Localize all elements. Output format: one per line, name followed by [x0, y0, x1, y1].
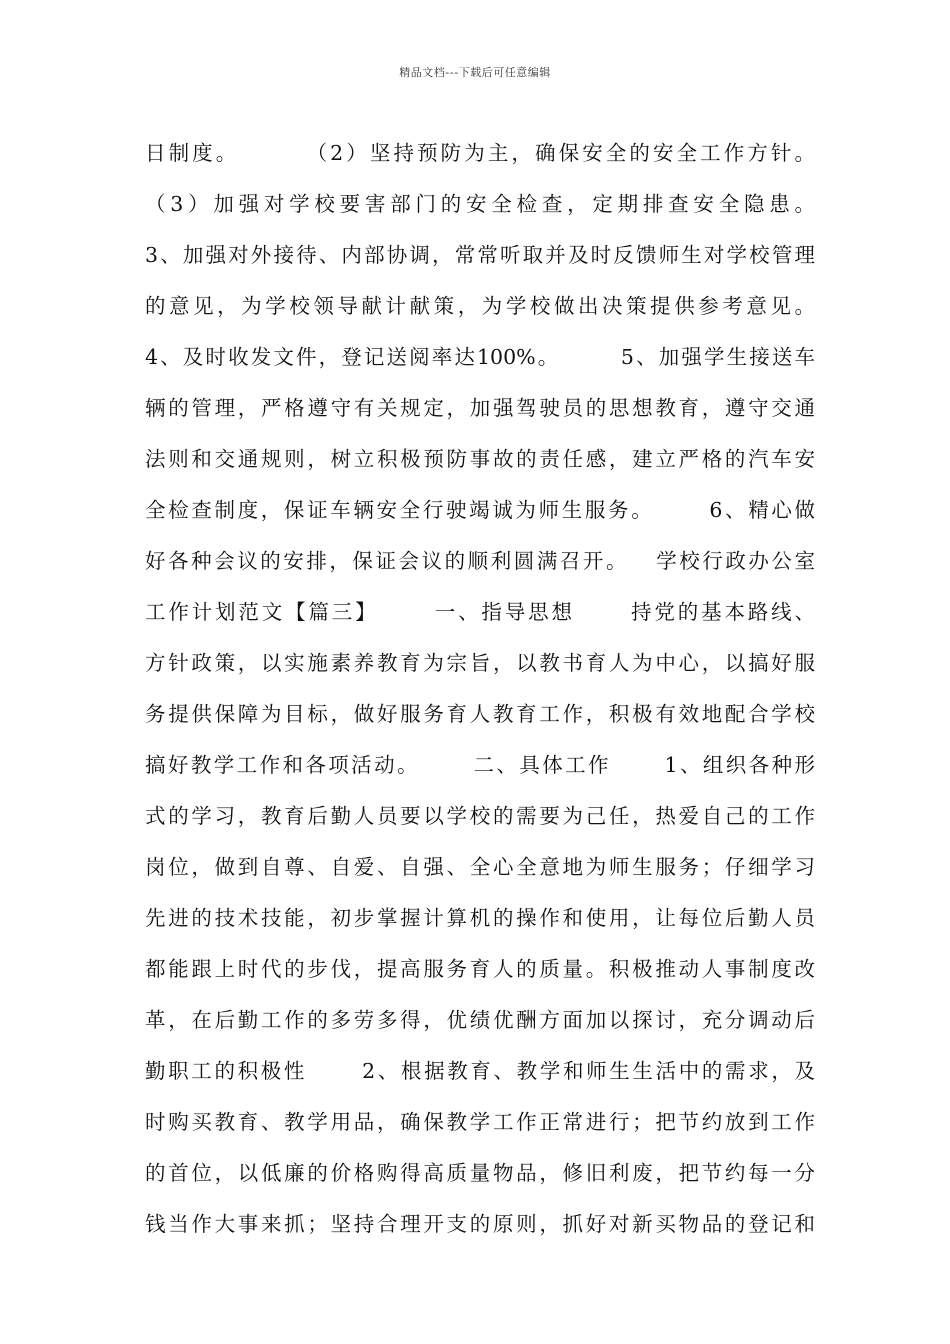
text-line: 4、及时收发文件，登记送阅率达100%。 5、加强学生接送车: [145, 345, 815, 369]
text-line: 的意见，为学校领导献计献策，为学校做出决策提供参考意见。: [145, 294, 815, 318]
text-line: 3、加强对外接待、内部协调，常常听取并及时反馈师生对学校管理: [145, 243, 815, 267]
text-line: 革，在后勤工作的多劳多得，优绩优酬方面加以探讨，充分调动后: [145, 1008, 815, 1032]
text-line: 的首位，以低廉的价格购得高质量物品，修旧利废，把节约每一分: [145, 1161, 815, 1185]
text-line: 辆的管理，严格遵守有关规定，加强驾驶员的思想教育，遵守交通: [145, 396, 815, 420]
text-line: 式的学习，教育后勤人员要以学校的需要为己任，热爱自己的工作: [145, 804, 815, 828]
page-header: 精品文档---下载后可任意编辑: [399, 66, 551, 79]
text-line: 法则和交通规则，树立积极预防事故的责任感，建立严格的汽车安: [145, 447, 815, 471]
text-line: 日制度。 （2）坚持预防为主，确保安全的安全工作方针。: [145, 141, 815, 165]
text-line: 搞好教学工作和各项活动。 二、具体工作 1、组织各种形: [145, 753, 815, 777]
text-line: 务提供保障为目标，做好服务育人教育工作，积极有效地配合学校: [145, 702, 815, 726]
text-line: 都能跟上时代的步伐，提高服务育人的质量。积极推动人事制度改: [145, 957, 815, 981]
text-line: 岗位，做到自尊、自爱、自强、全心全意地为师生服务；仔细学习: [145, 855, 815, 879]
text-line: 勤职工的积极性 2、根据教育、教学和师生生活中的需求，及: [145, 1059, 815, 1083]
text-line: 时购买教育、教学用品，确保教学工作正常进行；把节约放到工作: [145, 1110, 815, 1134]
text-line: 工作计划范文【篇三】 一、指导思想 持党的基本路线、: [145, 600, 815, 624]
text-line: 先进的技术技能，初步掌握计算机的操作和使用，让每位后勤人员: [145, 906, 815, 930]
body-text: [145, 128, 815, 1250]
text-line: （3）加强对学校要害部门的安全检查，定期排查安全隐患。: [145, 192, 815, 216]
text-line: 钱当作大事来抓；坚持合理开支的原则，抓好对新买物品的登记和: [145, 1212, 815, 1236]
text-line: 方针政策，以实施素养教育为宗旨，以教书育人为中心，以搞好服: [145, 651, 815, 675]
text-line: 全检查制度，保证车辆安全行驶竭诚为师生服务。 6、精心做: [145, 498, 815, 522]
text-line: 好各种会议的安排，保证会议的顺利圆满召开。 学校行政办公室: [145, 549, 815, 573]
